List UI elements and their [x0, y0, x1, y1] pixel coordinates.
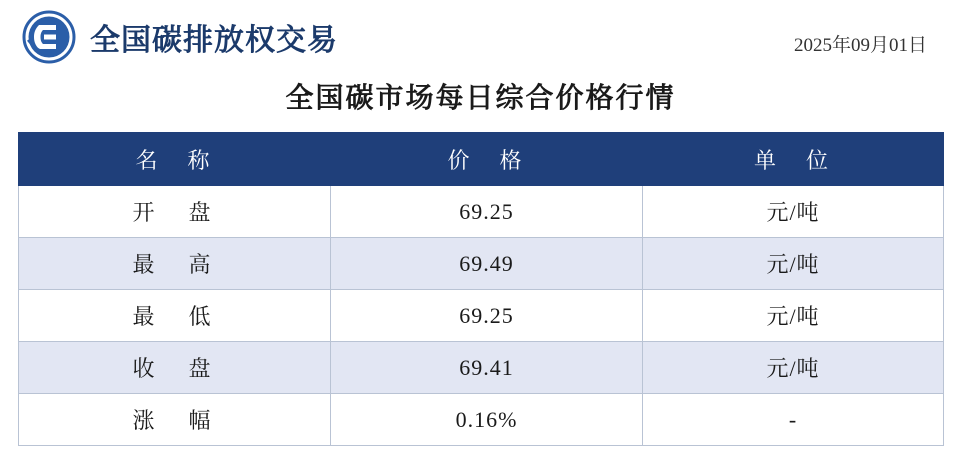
row-unit: 元/吨	[643, 186, 944, 238]
page-header	[0, 0, 961, 62]
row-price: 69.49	[331, 238, 643, 290]
column-header-name: 名 称	[19, 133, 331, 186]
column-header-unit: 单 位	[643, 133, 944, 186]
table-row	[19, 186, 944, 238]
row-price: 69.25	[331, 186, 643, 238]
row-name: 最 低	[19, 290, 331, 342]
table-row	[19, 342, 944, 394]
report-date: 2025年09月01日	[793, 34, 927, 56]
row-name: 最 高	[19, 238, 331, 290]
row-unit: -	[643, 394, 944, 446]
row-price: 69.41	[331, 342, 643, 394]
table-row	[19, 394, 944, 446]
row-unit: 元/吨	[643, 238, 944, 290]
price-table	[18, 132, 944, 446]
table-body	[19, 186, 944, 446]
table-row	[19, 290, 944, 342]
row-price: 69.25	[331, 290, 643, 342]
table-header	[19, 133, 944, 186]
table-header-row	[19, 133, 944, 186]
page-title: 全国碳市场每日综合价格行情	[285, 83, 676, 114]
row-name: 收 盘	[19, 342, 331, 394]
brand-title: 全国碳排放权交易	[90, 24, 338, 57]
table-row	[19, 238, 944, 290]
row-name: 涨 幅	[19, 394, 331, 446]
carbon-exchange-logo-icon	[22, 10, 76, 64]
row-unit: 元/吨	[643, 290, 944, 342]
price-table-container	[0, 132, 961, 446]
column-header-price: 价 格	[331, 133, 643, 186]
row-price: 0.16%	[331, 394, 643, 446]
row-name: 开 盘	[19, 186, 331, 238]
row-unit: 元/吨	[643, 342, 944, 394]
